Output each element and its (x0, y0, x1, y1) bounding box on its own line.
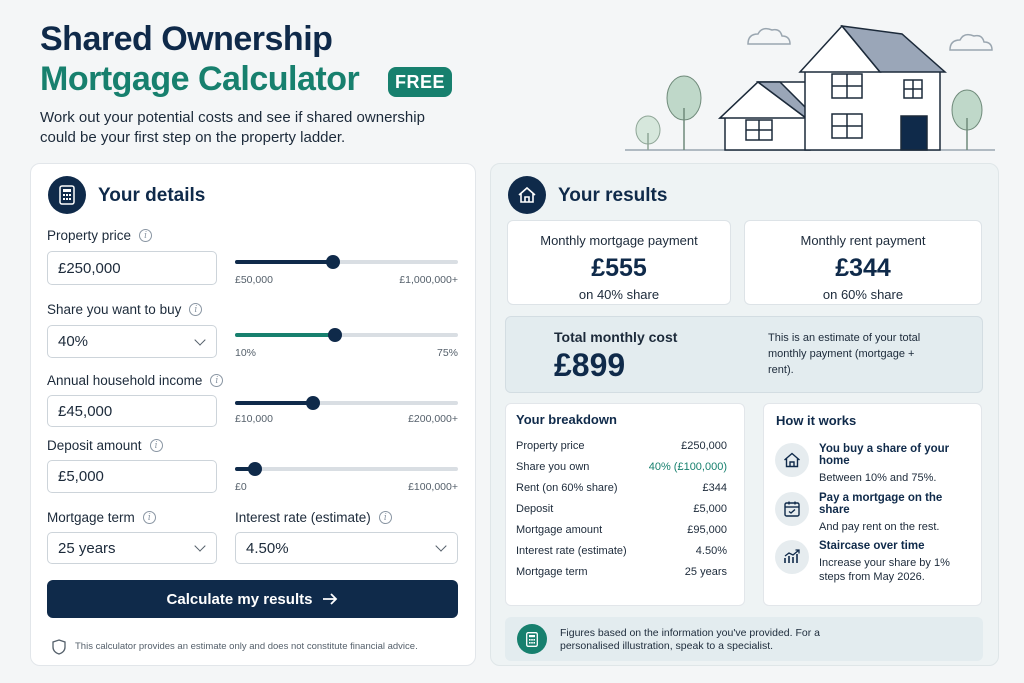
breakdown-row (516, 561, 727, 582)
share-min: 10% (235, 347, 257, 359)
row-value: £250,000 (681, 439, 727, 452)
income-max: £200,000+ (408, 413, 458, 425)
row-value: £95,000 (687, 523, 727, 536)
row-label: Property price (516, 439, 585, 452)
rent-payment-box (744, 220, 982, 305)
how-item-desc: Between 10% and 75%. (819, 472, 937, 484)
title-line-2: Mortgage Calculator (40, 60, 360, 98)
rate-label (235, 510, 392, 525)
info-icon[interactable]: i (379, 511, 392, 524)
property-price-input[interactable]: £250,000 (47, 251, 217, 285)
property-price-slider[interactable] (235, 252, 458, 272)
share-max: 75% (436, 347, 458, 359)
info-icon[interactable]: i (210, 374, 223, 387)
title-line-1: Shared Ownership (40, 20, 333, 58)
house-icon (775, 443, 809, 477)
how-item-title: Pay a mortgage on the share (819, 492, 943, 516)
share-label-text: Share you want to buy (47, 302, 182, 317)
arrow-right-icon (322, 592, 338, 606)
deposit-max: £100,000+ (408, 481, 458, 493)
small-house-icon (720, 82, 810, 150)
share-select[interactable] (47, 325, 217, 358)
deposit-label-text: Deposit amount (47, 438, 142, 453)
slider-thumb[interactable] (328, 328, 342, 342)
row-value: 40% (£100,000) (648, 460, 727, 473)
details-title: Your details (98, 185, 206, 206)
term-select-value: 25 years (58, 539, 116, 557)
results-title: Your results (558, 185, 668, 206)
term-select[interactable] (47, 532, 217, 564)
property-price-label (47, 228, 152, 243)
mortgage-payment-box (507, 220, 731, 305)
info-icon[interactable]: i (189, 303, 202, 316)
term-label-text: Mortgage term (47, 510, 135, 525)
free-badge: FREE (388, 67, 452, 97)
chevron-down-icon (194, 334, 205, 345)
info-icon[interactable]: i (139, 229, 152, 242)
row-label: Rent (on 60% share) (516, 481, 618, 494)
how-item-staircase (775, 540, 975, 584)
rent-payment-label: Monthly rent payment (800, 233, 926, 248)
calculator-icon (48, 176, 86, 214)
income-label (47, 373, 223, 388)
breakdown-row (516, 435, 727, 456)
calculate-button[interactable] (47, 580, 458, 618)
breakdown-row (516, 498, 727, 519)
income-slider[interactable] (235, 393, 458, 413)
row-label: Mortgage term (516, 565, 588, 578)
chevron-down-icon (194, 540, 205, 551)
mortgage-payment-value: £555 (591, 254, 647, 282)
row-label: Interest rate (estimate) (516, 544, 627, 557)
how-item-desc: Increase your share by 1% steps from May 2026. (819, 557, 950, 583)
how-item-mortgage (775, 492, 975, 534)
slider-thumb[interactable] (326, 255, 340, 269)
intro-text: Work out your potential costs and see if shared ownership could be your first step on the property ladder. (40, 109, 425, 146)
how-item-title: You buy a share of your home (819, 443, 950, 467)
row-value: 25 years (684, 565, 727, 578)
info-icon[interactable]: i (150, 439, 163, 452)
row-value: £344 (702, 481, 727, 494)
row-label: Deposit (516, 502, 554, 515)
breakdown-row (516, 540, 727, 561)
property-price-label-text: Property price (47, 228, 132, 243)
rate-select[interactable] (235, 532, 458, 564)
share-label (47, 302, 202, 317)
mortgage-payment-sub: on 40% share (578, 287, 660, 302)
property-price-max: £1,000,000+ (399, 274, 458, 286)
total-cost-value: £899 (554, 347, 626, 383)
breakdown-row (516, 456, 727, 477)
rent-payment-sub: on 60% share (822, 287, 904, 302)
income-min: £10,000 (235, 413, 273, 425)
slider-thumb[interactable] (306, 396, 320, 410)
deposit-input[interactable]: £5,000 (47, 460, 217, 493)
share-select-value: 40% (58, 333, 89, 350)
income-label-text: Annual household income (47, 373, 203, 388)
breakdown-list (516, 435, 727, 582)
rate-select-value: 4.50% (246, 539, 289, 557)
row-value: 4.50% (695, 544, 727, 557)
house-illustration (620, 18, 1000, 158)
share-slider[interactable] (235, 325, 458, 345)
total-cost-note: This is an estimate of your total monthly payment (mortgage + rent). (768, 332, 921, 376)
property-price-min: £50,000 (235, 274, 273, 286)
slider-thumb[interactable] (248, 462, 262, 476)
deposit-label (47, 438, 163, 453)
growth-chart-icon (775, 540, 809, 574)
income-input[interactable]: £45,000 (47, 395, 217, 427)
rent-payment-value: £344 (835, 254, 891, 282)
big-house-icon (800, 26, 945, 150)
home-icon (508, 176, 546, 214)
how-item-share (775, 443, 975, 485)
how-item-title: Staircase over time (819, 540, 925, 552)
deposit-min: £0 (235, 481, 247, 493)
calendar-icon (775, 492, 809, 526)
breakdown-row (516, 477, 727, 498)
calculate-button-label: Calculate my results (166, 590, 313, 608)
breakdown-title: Your breakdown (516, 412, 617, 427)
how-it-works-title: How it works (776, 413, 857, 428)
deposit-slider[interactable] (235, 459, 458, 479)
how-item-desc: And pay rent on the rest. (819, 521, 940, 533)
footer-note-text: Figures based on the information you've provided. For a personalised illustration, speak to a specialist. (560, 627, 820, 652)
mortgage-payment-label: Monthly mortgage payment (540, 233, 698, 248)
row-label: Mortgage amount (516, 523, 603, 536)
calculator-icon (517, 624, 547, 654)
breakdown-row (516, 519, 727, 540)
row-value: £5,000 (693, 502, 727, 515)
shield-icon (52, 639, 66, 655)
disclaimer-text: This calculator provides an estimate only and does not constitute financial advice. (75, 641, 418, 652)
chevron-down-icon (435, 540, 446, 551)
info-icon[interactable]: i (143, 511, 156, 524)
term-label (47, 510, 156, 525)
rate-label-text: Interest rate (estimate) (235, 510, 371, 525)
row-label: Share you own (516, 460, 590, 473)
total-cost-label: Total monthly cost (554, 329, 678, 345)
